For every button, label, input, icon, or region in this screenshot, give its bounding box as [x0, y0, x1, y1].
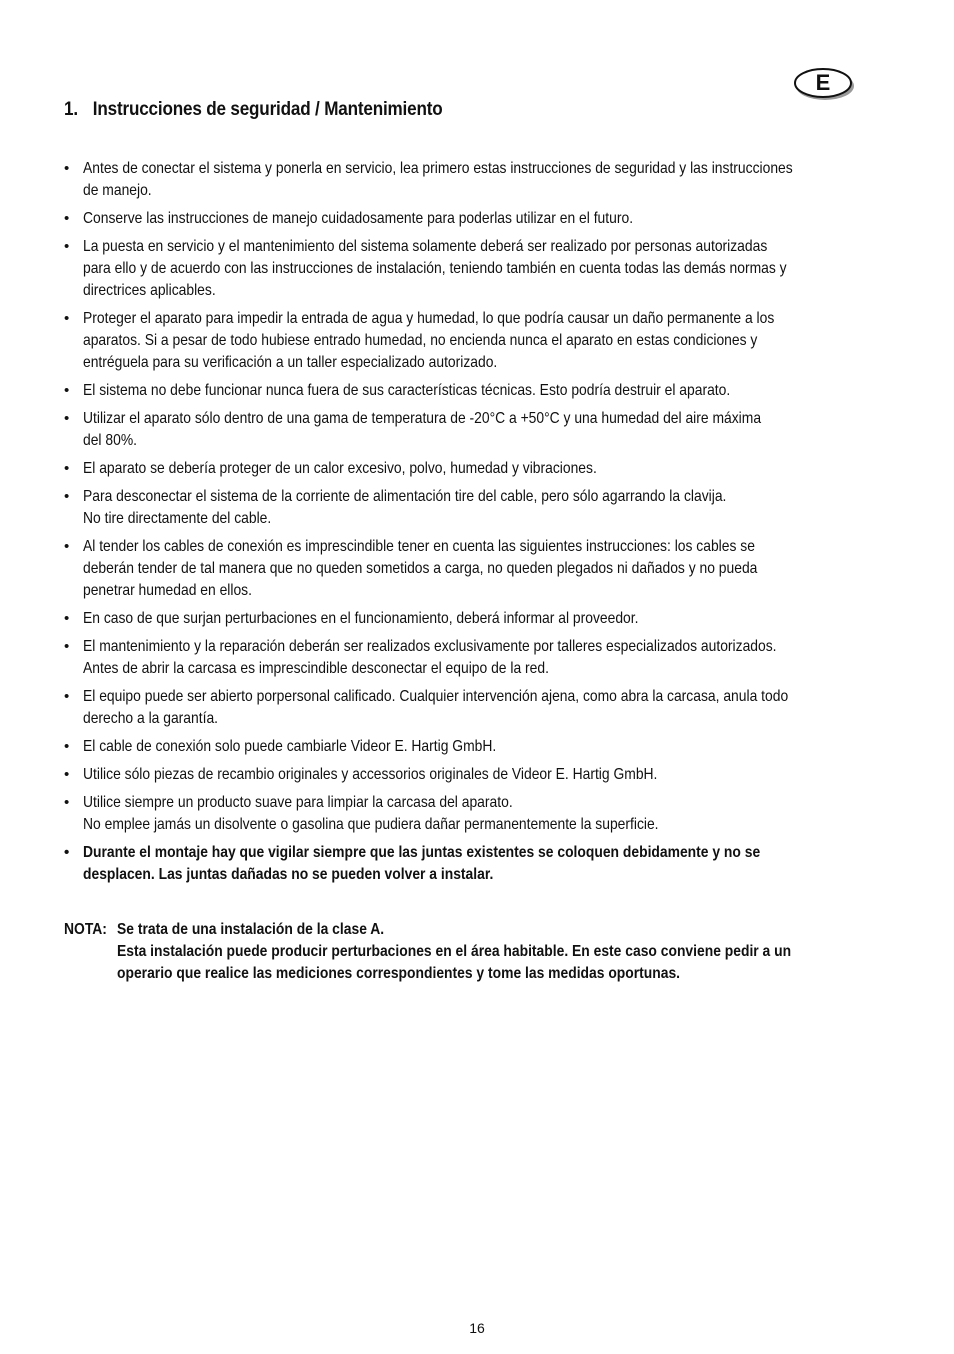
list-item-text: • Al tender los cables de conexión es imprescindible tener en cuenta las siguientes instrucciones: los cables se deberán tender de tal manera que no queden sometidos a carga, no queden plegados ni dañados y no pueda penetrar humedad en ellos.: [83, 538, 758, 599]
list-item-text: • El equipo puede ser abierto porpersonal calificado. Cualquier intervención ajena, como abra la carcasa, anula todo derecho a la garantía.: [83, 688, 789, 727]
list-item-text: • Utilice siempre un producto suave para limpiar la carcasa del aparato. No emplee jamás un disolvente o gasolina que pudiera dañar permanentemente la superficie.: [83, 794, 659, 833]
list-item: [64, 308, 944, 374]
list-item: [64, 764, 944, 786]
list-item: [64, 236, 944, 302]
list-item: [64, 736, 944, 758]
list-item-text: • El mantenimiento y la reparación deberán ser realizados exclusivamente por talleres especializados autorizados. Antes de abrir la carcasa es imprescindible desconectar el equipo de la red.: [83, 638, 777, 677]
list-item-text: • Para desconectar el sistema de la corriente de alimentación tire del cable, pero sólo agarrando la clavija. No tire directamente del cable.: [83, 488, 727, 527]
list-item-text: • El aparato se debería proteger de un calor excesivo, polvo, humedad y vibraciones.: [83, 460, 597, 477]
list-item-text: • Antes de conectar el sistema y ponerla en servicio, lea primero estas instrucciones de seguridad y las instrucciones de manejo.: [83, 160, 793, 199]
list-item: [64, 536, 944, 602]
list-item-text: • Utilizar el aparato sólo dentro de una gama de temperatura de -20°C a +50°C y una humedad del aire máxima del 80%.: [83, 410, 762, 449]
section-heading: [64, 99, 443, 121]
list-item-text: • Durante el montaje hay que vigilar siempre que las juntas existentes se coloquen debidamente y no se desplacen. Las juntas dañadas no se pueden volver a instalar.: [83, 844, 761, 883]
list-item-text: • En caso de que surjan perturbaciones en el funcionamiento, deberá informar al proveedor.: [83, 610, 639, 627]
safety-instructions-list: [64, 158, 944, 892]
list-item-text: • Proteger el aparato para impedir la entrada de agua y humedad, lo que podría causar un daño permanente a los aparatos. Si a pesar de todo hubiese entrado humedad, no encienda nunca el aparato en estas condiciones y entréguela para su verificación a un taller especializado autorizado.: [83, 310, 775, 371]
note-label: NOTA:: [64, 921, 107, 938]
list-item-text: • Conserve las instrucciones de manejo cuidadosamente para poderlas utilizar en el futuro.: [83, 210, 634, 227]
list-item: [64, 458, 944, 480]
list-item: [64, 608, 944, 630]
list-item-text: • El sistema no debe funcionar nunca fuera de sus características técnicas. Esto podría destruir el aparato.: [83, 382, 731, 399]
list-item-text: • Utilice sólo piezas de recambio originales y accessorios originales de Videor E. Hartig GmbH.: [83, 766, 658, 783]
list-item: [64, 686, 944, 730]
list-item: [64, 158, 944, 202]
list-item: [64, 208, 944, 230]
section-number: 1.: [64, 99, 78, 120]
list-item: [64, 792, 944, 836]
list-item-text: • La puesta en servicio y el mantenimiento del sistema solamente deberá ser realizado por personas autorizadas para ello y de acuerdo con las instrucciones de instalación, teniendo también en cuenta todas las demás normas y directrices aplicables.: [83, 238, 787, 299]
language-badge: [794, 68, 854, 100]
list-item-text: • El cable de conexión solo puede cambiarle Videor E. Hartig GmbH.: [83, 738, 497, 755]
section-title: Instrucciones de seguridad / Mantenimiento: [92, 99, 443, 120]
list-item: [64, 636, 944, 680]
note-text: Se trata de una instalación de la clase A. Esta instalación puede producir perturbaciones en el área habitable. En este caso conviene pedir a un operario que realice las mediciones correspondientes y tome las medidas oportunas.: [117, 921, 792, 982]
list-item: [64, 486, 944, 530]
list-item: [64, 842, 944, 886]
list-item: [64, 380, 944, 402]
language-badge-letter: E: [815, 70, 831, 95]
page-number: 16: [469, 1320, 485, 1336]
list-item: [64, 408, 944, 452]
